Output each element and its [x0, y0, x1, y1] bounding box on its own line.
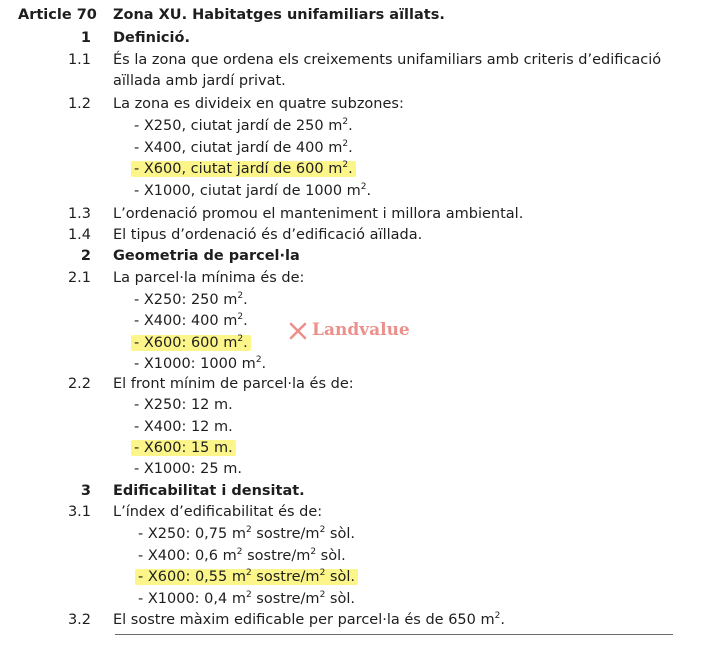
- bottom-divider: [115, 634, 673, 635]
- list-item: [138, 589, 355, 610]
- list-item-text: sòl.: [325, 591, 355, 607]
- clause-number: 3.2: [67, 612, 91, 628]
- list-item-text: sostre/m: [251, 591, 320, 607]
- list-item-text: - X1000: 1000 m: [134, 356, 256, 372]
- superscript: 2: [245, 590, 252, 600]
- clause-text-tail: .: [500, 612, 505, 628]
- list-item-text: sòl.: [325, 526, 355, 542]
- list-item-tail: .: [243, 313, 248, 329]
- section-heading: Geometria de parcel·la: [113, 248, 300, 264]
- list-item: - X250: 12 m.: [134, 397, 233, 413]
- superscript: 2: [310, 547, 317, 557]
- landvalue-watermark: [288, 320, 410, 341]
- clause-text: L’ordenació promou el manteniment i millora ambiental.: [113, 206, 524, 222]
- superscript: 2: [342, 160, 349, 170]
- superscript: 2: [319, 568, 326, 578]
- list-item-text: - X600, ciutat jardí de 600 m: [134, 161, 343, 177]
- clause-number: 1.3: [67, 206, 91, 222]
- list-item-tail: .: [366, 183, 372, 199]
- highlight-marker: [131, 161, 356, 177]
- list-item-text: - X1000: 0,4 m: [138, 591, 246, 607]
- list-item: [138, 524, 355, 545]
- list-item-text: sòl.: [316, 548, 346, 564]
- list-item: [134, 354, 266, 375]
- clause-number: 1.2: [67, 96, 91, 112]
- list-item-text: - X600: 600 m: [134, 335, 238, 351]
- article-label: Article 70: [18, 7, 97, 23]
- list-item-text: - X250: 0,75 m: [138, 526, 246, 542]
- list-item-text: sostre/m: [251, 569, 320, 585]
- superscript: 2: [319, 590, 326, 600]
- superscript: 2: [237, 334, 244, 344]
- superscript: 2: [360, 182, 367, 192]
- clause-text: La parcel·la mínima és de:: [113, 270, 305, 286]
- superscript: 2: [319, 525, 326, 535]
- list-item-highlighted: [134, 159, 356, 180]
- list-item: [138, 546, 346, 567]
- superscript: 2: [237, 291, 244, 301]
- superscript: 2: [494, 611, 501, 621]
- clause-text: El front mínim de parcel·la és de:: [113, 376, 354, 392]
- list-item: [134, 138, 353, 159]
- watermark-text: Landvalue: [312, 320, 410, 340]
- clause-number: 1.4: [67, 227, 91, 243]
- clause-number: 3.1: [67, 504, 91, 520]
- list-item-text: sostre/m: [242, 548, 311, 564]
- list-item-text: - X400: 400 m: [134, 313, 238, 329]
- section-heading: Definició.: [113, 30, 190, 46]
- superscript: 2: [255, 355, 262, 365]
- superscript: 2: [342, 117, 349, 127]
- list-item-tail: .: [348, 140, 353, 156]
- list-item-highlighted: [134, 438, 236, 459]
- list-item-text: - X600: 0,55 m: [138, 569, 246, 585]
- section-number: 3: [80, 483, 91, 499]
- list-item: - X1000: 25 m.: [134, 461, 242, 477]
- list-item-tail: .: [243, 292, 248, 308]
- clause-text: És la zona que ordena els creixements unifamiliars amb criteris d’edificació: [113, 52, 662, 68]
- list-item-text: sostre/m: [251, 526, 320, 542]
- clause-text-main: El sostre màxim edificable per parcel·la és de 650 m: [113, 612, 495, 628]
- section-number: 2: [80, 248, 91, 264]
- clause-number: 2.1: [67, 270, 91, 286]
- list-item-tail: .: [261, 356, 267, 372]
- superscript: 2: [245, 525, 252, 535]
- list-item: [134, 116, 353, 137]
- clause-text: aïllada amb jardí privat.: [113, 73, 286, 89]
- list-item-text: - X250: 250 m: [134, 292, 238, 308]
- clause-text: L’índex d’edificabilitat és de:: [113, 504, 323, 520]
- list-item-text: - X250, ciutat jardí de 250 m: [134, 118, 343, 134]
- article-title: Zona XU. Habitatges unifamiliars aïllats.: [113, 7, 445, 23]
- section-heading: Edificabilitat i densitat.: [113, 483, 305, 499]
- clause-text: El tipus d’ordenació és d’edificació aïllada.: [113, 227, 423, 243]
- list-item-tail: .: [348, 161, 353, 177]
- list-item-highlighted: [138, 567, 358, 588]
- list-item-tail: .: [348, 118, 353, 134]
- list-item: - X400: 12 m.: [134, 419, 233, 435]
- list-item: [134, 311, 248, 332]
- superscript: 2: [236, 547, 243, 557]
- superscript: 2: [245, 568, 252, 578]
- clause-number: 1.1: [67, 52, 91, 68]
- list-item-text: - X1000, ciutat jardí de 1000 m: [134, 183, 361, 199]
- superscript: 2: [237, 312, 244, 322]
- list-item-text: - X400, ciutat jardí de 400 m: [134, 140, 343, 156]
- list-item: [134, 181, 371, 202]
- superscript: 2: [342, 139, 349, 149]
- clause-text: La zona es divideix en quatre subzones:: [113, 96, 404, 112]
- list-item-tail: .: [243, 335, 248, 351]
- section-number: 1: [80, 30, 91, 46]
- list-item: [134, 290, 248, 311]
- clause-number: 2.2: [67, 376, 91, 392]
- list-item-highlighted: [134, 333, 251, 354]
- list-item-text: - X400: 0,6 m: [138, 548, 237, 564]
- clause-text: [113, 610, 505, 631]
- landvalue-logo-icon: [288, 321, 308, 341]
- highlight-marker: - X600: 15 m.: [131, 440, 236, 456]
- highlight-marker: [131, 335, 251, 351]
- highlight-marker: [135, 569, 358, 585]
- list-item-text: sòl.: [325, 569, 355, 585]
